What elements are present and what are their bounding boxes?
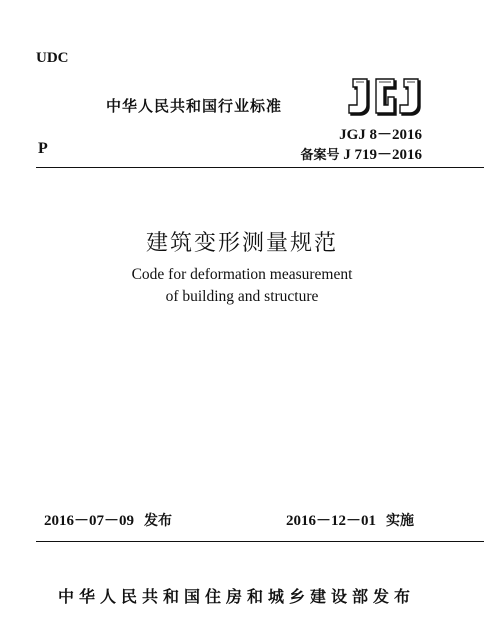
bottom-divider (36, 541, 484, 542)
jgj-logo (344, 76, 424, 116)
category-label: P (38, 140, 48, 157)
issue-date: 2016－07－09 (44, 513, 135, 529)
top-divider (36, 167, 484, 168)
udc-label: UDC (36, 50, 69, 66)
issue-date-line (44, 509, 172, 530)
standard-type: 中华人民共和国行业标准 (106, 97, 283, 115)
publish-label: 发布 (373, 587, 416, 606)
implement-date-line (286, 509, 414, 530)
record-number-line (300, 143, 422, 164)
implement-date: 2016－12－01 (286, 513, 377, 529)
title-en-line2: of building and structure (165, 288, 319, 305)
record-label: 备案号 (300, 148, 340, 163)
issue-label: 发布 (144, 513, 173, 529)
title-zh: 建筑变形测量规范 (145, 231, 338, 256)
title-en-line1: Code for deformation measurement (131, 266, 353, 283)
standard-number: JGJ 8－2016 (339, 127, 422, 143)
record-number: J 719－2016 (343, 147, 422, 163)
implement-label: 实施 (386, 513, 415, 529)
publisher: 中华人民共和国住房和城乡建设部 (58, 587, 374, 606)
